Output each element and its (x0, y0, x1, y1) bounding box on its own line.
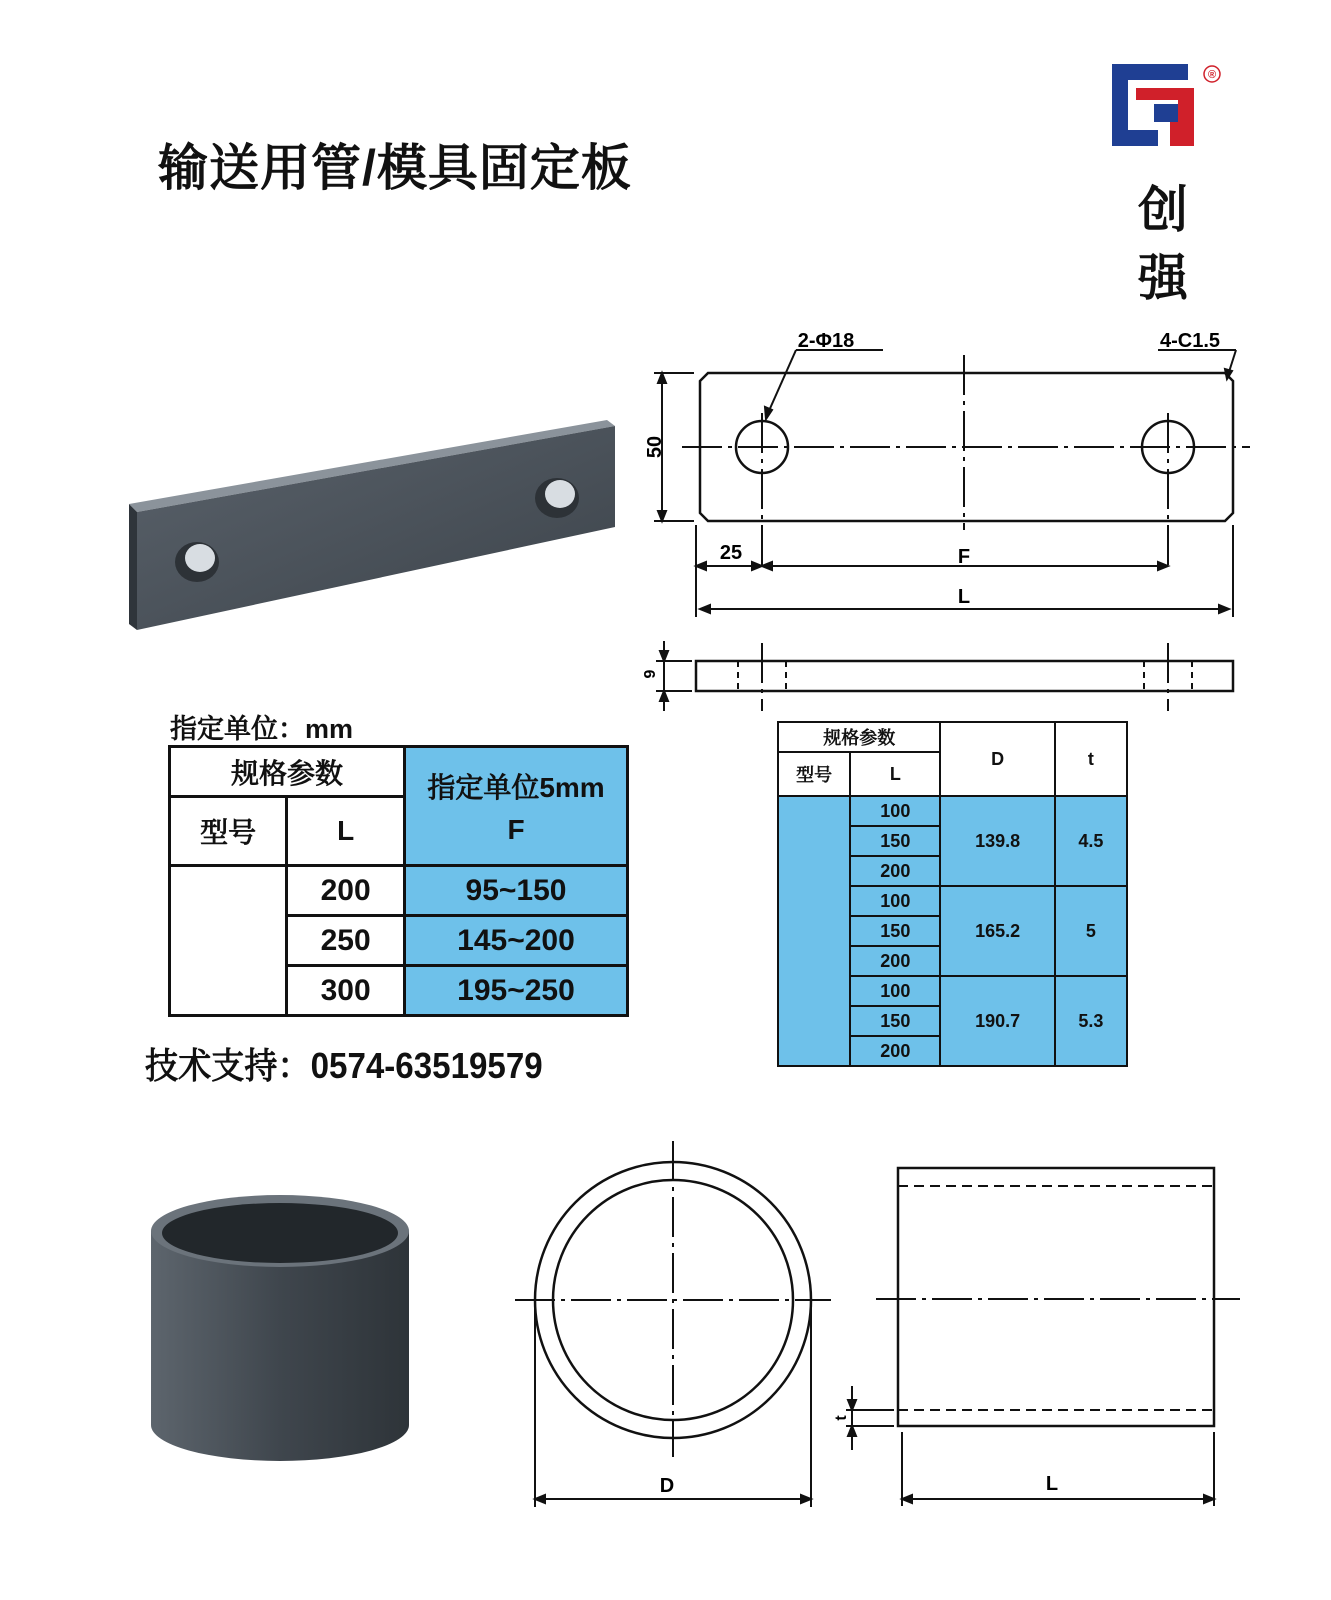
brand-char-2: 强 (1138, 250, 1188, 306)
support-phone: 技术支持：0574-63519579 (145, 1045, 543, 1086)
pipe-row-l: 100 (850, 796, 940, 826)
plate-row-l: 250 (287, 916, 405, 966)
dim-edge-offset: 25 (719, 542, 743, 564)
pipe-row-l: 200 (850, 946, 940, 976)
pipe-spec-table (777, 721, 1128, 1067)
pipe-table-col-model: 型号 (778, 752, 850, 796)
dim-pipe-length: L (1045, 1473, 1059, 1495)
plate-photo (125, 412, 625, 637)
hole-note: 2-Φ18 (797, 330, 855, 352)
dim-height: 50 (644, 435, 666, 459)
plate-table-col-f-line2: F (507, 814, 525, 845)
pipe-row-l: 200 (850, 1036, 940, 1066)
plate-row-f: 195~250 (405, 966, 628, 1016)
pipe-row-l: 150 (850, 1006, 940, 1036)
unit-label: 指定单位：mm (170, 714, 354, 744)
plate-row-l: 200 (287, 866, 405, 916)
plate-row-l: 300 (287, 966, 405, 1016)
dim-length: L (957, 586, 971, 608)
pipe-table-col-d: D (940, 722, 1054, 796)
plate-row-f: 145~200 (405, 916, 628, 966)
pipe-row-t: 5 (1055, 886, 1127, 976)
pipe-row-d: 165.2 (940, 886, 1054, 976)
table-row (778, 796, 1127, 826)
pipe-table-col-l: L (850, 752, 940, 796)
plate-table-col-model: 型号 (170, 797, 287, 866)
pipe-row-d: 190.7 (940, 976, 1054, 1066)
pipe-row-d: 139.8 (940, 796, 1054, 886)
pipe-row-t: 5.3 (1055, 976, 1127, 1066)
pipe-table-group-header: 规格参数 (778, 722, 940, 752)
pipe-photo (145, 1185, 415, 1470)
pipe-table-model-cell (778, 796, 850, 1066)
plate-table-col-f-line1: 指定单位5mm (427, 772, 605, 803)
pipe-end-drawing (505, 1135, 845, 1515)
pipe-row-l: 200 (850, 856, 940, 886)
pipe-table-col-t: t (1055, 722, 1127, 796)
plate-table-group-header: 规格参数 (170, 747, 405, 797)
plate-drawing (630, 325, 1260, 720)
pipe-row-l: 100 (850, 886, 940, 916)
page-title: 输送用管/模具固定板 (158, 140, 632, 196)
dim-diameter: D (659, 1475, 675, 1497)
pipe-side-drawing (832, 1160, 1252, 1516)
brand-logo (1108, 60, 1223, 152)
dim-thickness: 9 (642, 669, 659, 679)
table-row (170, 866, 628, 916)
plate-table-model-cell (170, 866, 287, 1016)
pipe-row-t: 4.5 (1055, 796, 1127, 886)
plate-table-col-f (405, 747, 628, 866)
registered-mark: ® (1207, 69, 1217, 81)
pipe-row-l: 100 (850, 976, 940, 1006)
dim-pipe-thickness: t (833, 1415, 850, 1421)
plate-spec-table (168, 745, 629, 1017)
plate-table-col-l: L (287, 797, 405, 866)
pipe-row-l: 150 (850, 826, 940, 856)
dim-pitch: F (957, 546, 971, 568)
plate-row-f: 95~150 (405, 866, 628, 916)
chamfer-note: 4-C1.5 (1159, 330, 1221, 352)
pipe-row-l: 150 (850, 916, 940, 946)
brand-char-1: 创 (1138, 182, 1188, 238)
